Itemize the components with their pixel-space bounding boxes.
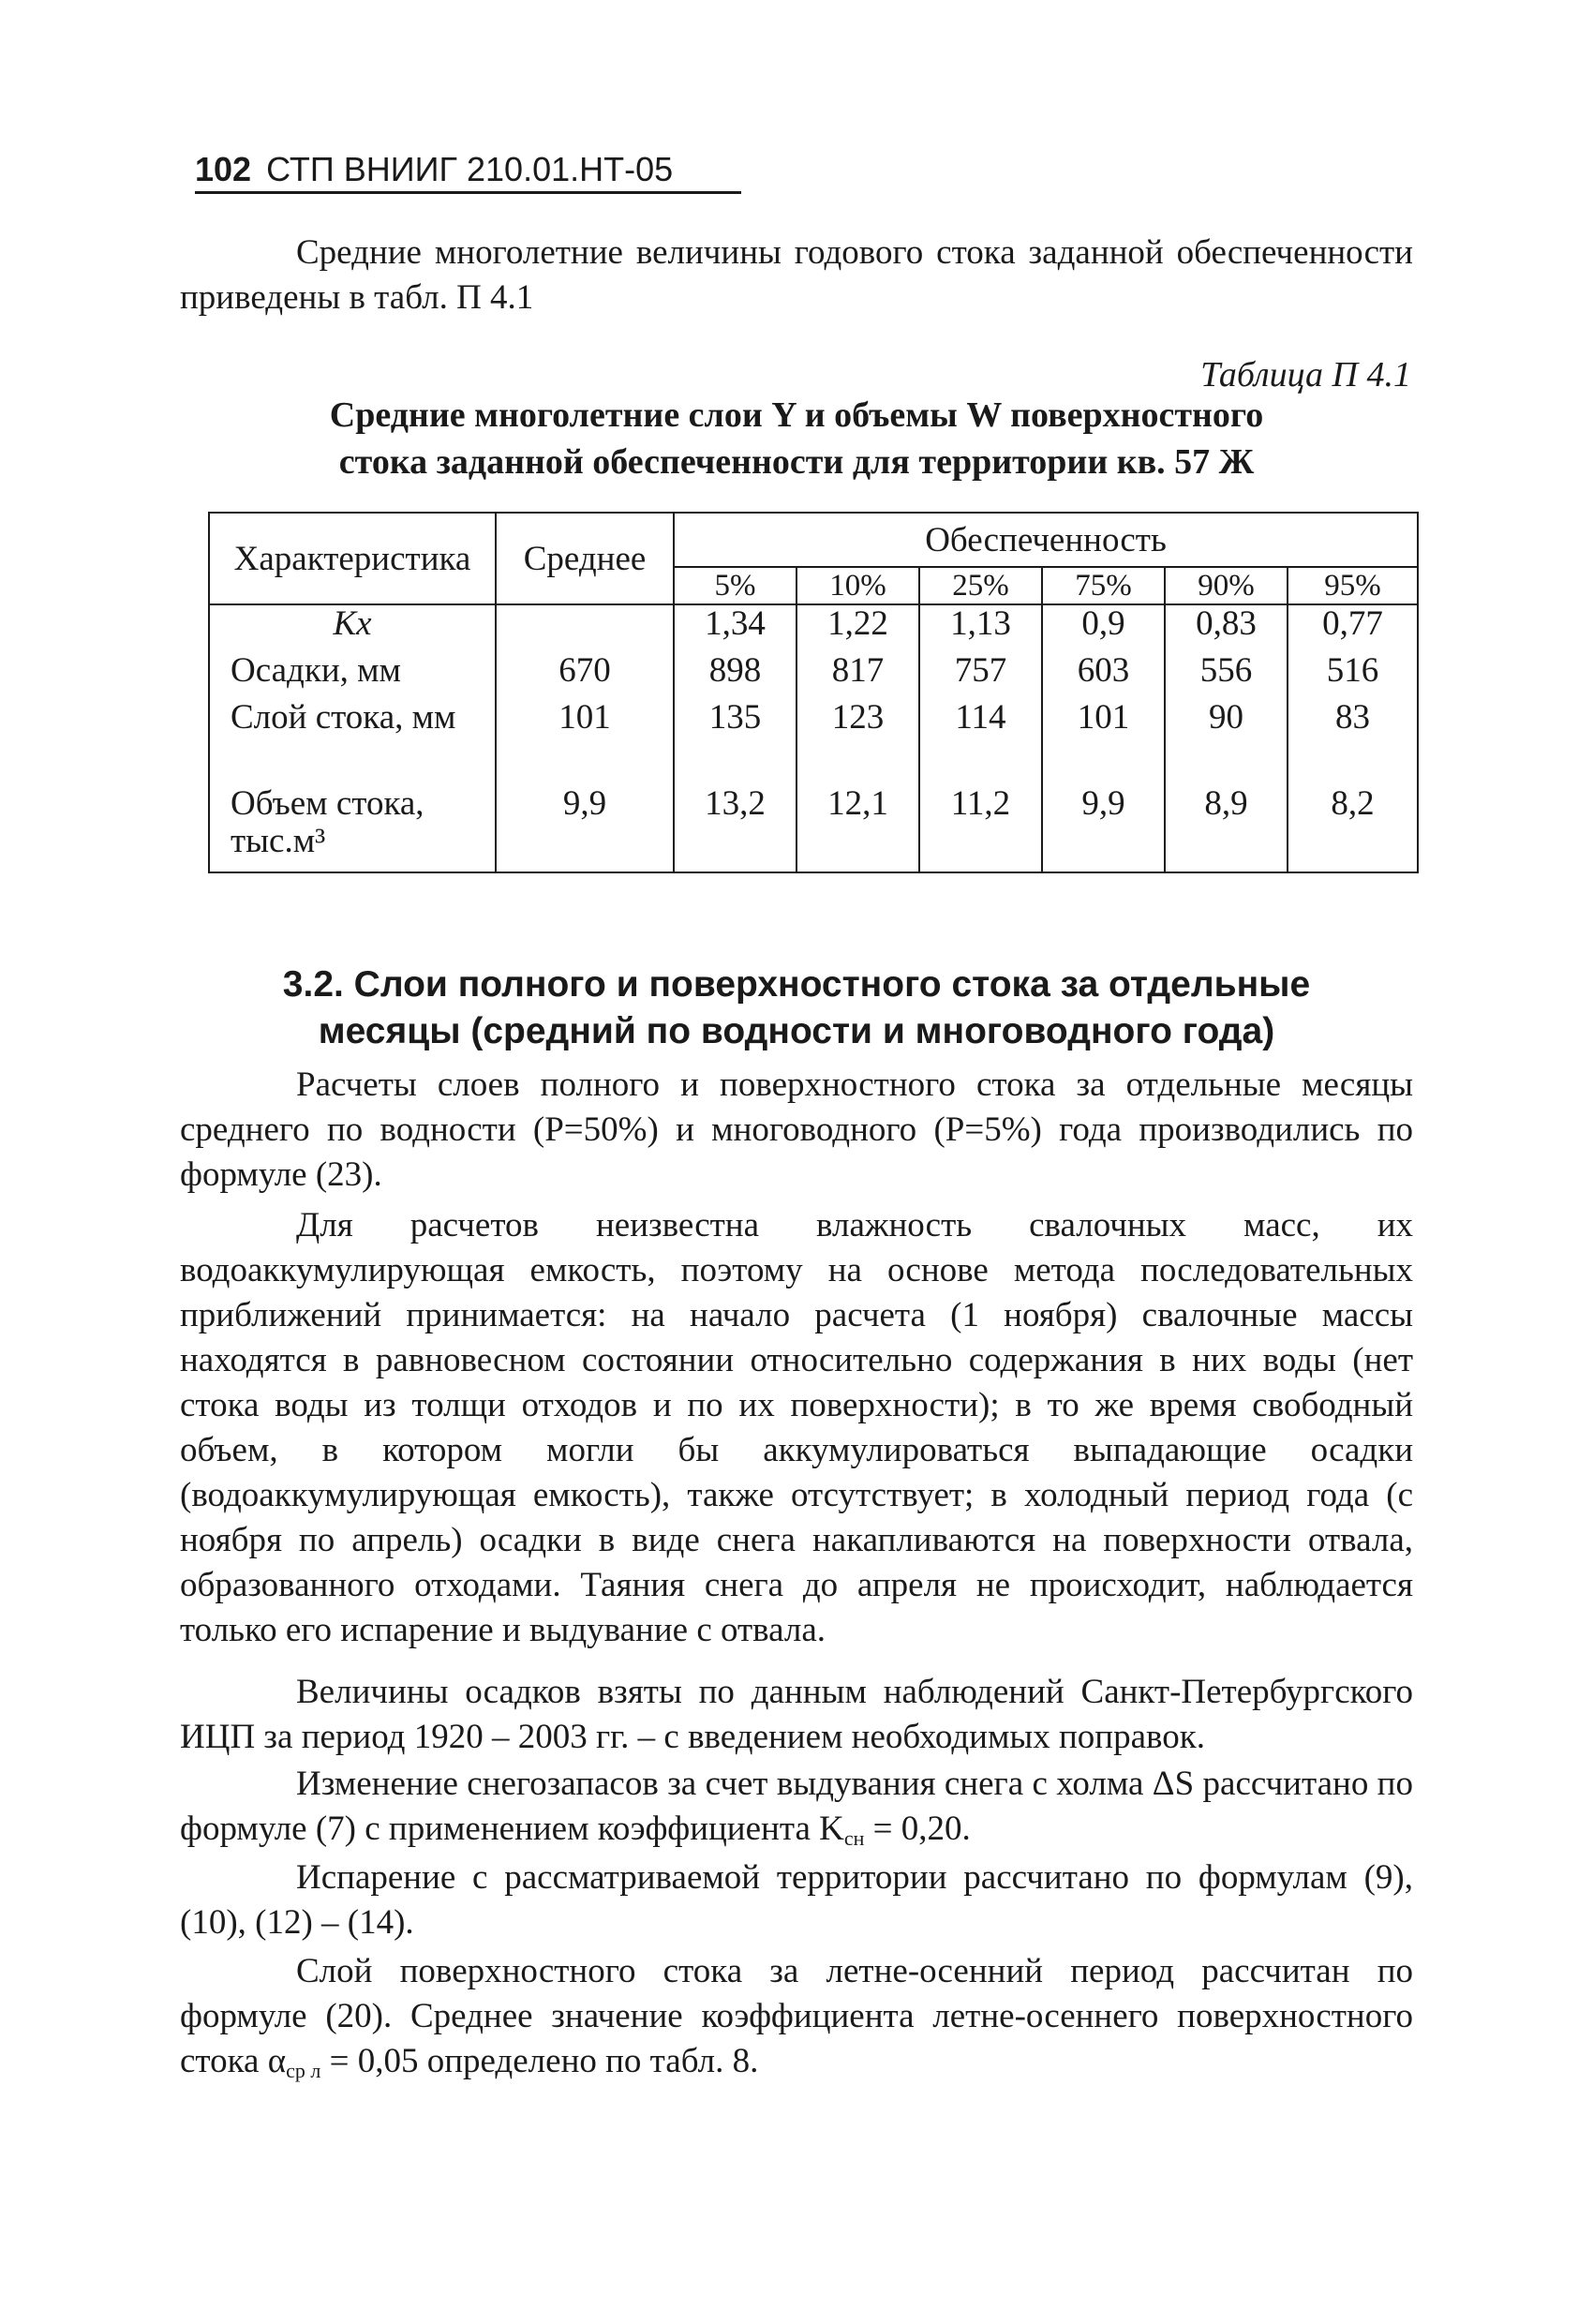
cell-value: 8,9	[1165, 785, 1288, 872]
cell-value: 83	[1288, 699, 1418, 785]
paragraph-1: Расчеты слоев полного и поверхностного стока за отдельные месяцы среднего по водности (P=50%) и многоводного (P=5%) года производились по формуле (23).	[180, 1065, 1413, 1194]
paragraph-6-text: Слой поверхностного стока за летне-осенний период рассчитан по формуле (20). Среднее значение коэффициента летне-осеннего поверхностного стока α	[180, 1952, 1413, 2080]
cell-value: 123	[796, 699, 919, 785]
header-p10: 10%	[796, 567, 919, 604]
cell-value: 11,2	[919, 785, 1042, 872]
row-name: Объем стока, тыс.м³	[209, 785, 496, 872]
paragraph-4	[180, 1762, 1413, 1861]
paragraph-4-text: Изменение снегозапасов за счет выдувания снега с холма ΔS рассчитано по формуле (7) с применением коэффициента K	[180, 1765, 1413, 1848]
table-title	[234, 392, 1359, 485]
header-probability: Обеспеченность	[674, 513, 1418, 567]
header-p90: 90%	[1165, 567, 1288, 604]
row-mean	[496, 604, 674, 652]
cell-value: 1,13	[919, 604, 1042, 652]
cell-value: 114	[919, 699, 1042, 785]
cell-value: 0,83	[1165, 604, 1288, 652]
table-row	[209, 699, 1418, 785]
running-header	[195, 150, 741, 194]
page-number: 102	[195, 150, 252, 188]
cell-value: 516	[1288, 652, 1418, 699]
header-p5: 5%	[674, 567, 796, 604]
table-row	[209, 604, 1418, 652]
cell-value: 0,9	[1042, 604, 1165, 652]
intro-paragraph: Средние многолетние величины годового стока заданной обеспеченности приведены в табл. П 4.1	[180, 233, 1413, 317]
runoff-table	[208, 512, 1419, 873]
section-heading	[234, 961, 1359, 1055]
cell-value: 13,2	[674, 785, 796, 872]
section-heading-line-1: 3.2. Слои полного и поверхностного стока за отдельные	[282, 964, 1311, 1005]
cell-value: 9,9	[1042, 785, 1165, 872]
cell-value: 0,77	[1288, 604, 1418, 652]
cell-value: 90	[1165, 699, 1288, 785]
row-mean: 101	[496, 699, 674, 785]
cell-value: 135	[674, 699, 796, 785]
row-mean: 9,9	[496, 785, 674, 872]
row-name: Kx	[209, 604, 496, 652]
cell-value: 757	[919, 652, 1042, 699]
header-p75: 75%	[1042, 567, 1165, 604]
cell-value: 12,1	[796, 785, 919, 872]
cell-value: 1,34	[674, 604, 796, 652]
table-row	[209, 652, 1418, 699]
cell-value: 817	[796, 652, 919, 699]
paragraph-4-tail: = 0,20.	[864, 1810, 971, 1848]
paragraph-5: Испарение с рассматриваемой территории рассчитано по формулам (9), (10), (12) – (14).	[180, 1858, 1413, 1942]
cell-value: 898	[674, 652, 796, 699]
row-name: Осадки, мм	[209, 652, 496, 699]
document-code: СТП ВНИИГ 210.01.НТ-05	[266, 150, 674, 188]
row-name: Слой стока, мм	[209, 699, 496, 785]
row-mean: 670	[496, 652, 674, 699]
paragraph-6-tail: = 0,05 определено по табл. 8.	[320, 2042, 759, 2080]
header-p95: 95%	[1288, 567, 1418, 604]
header-p25: 25%	[919, 567, 1042, 604]
table-row	[209, 785, 1418, 872]
cell-value: 101	[1042, 699, 1165, 785]
cell-value: 1,22	[796, 604, 919, 652]
table-label: Таблица П 4.1	[1200, 355, 1411, 395]
cell-value: 603	[1042, 652, 1165, 699]
table-title-line-2: стока заданной обеспеченности для территории кв. 57 Ж	[338, 442, 1255, 482]
cell-value: 8,2	[1288, 785, 1418, 872]
header-characteristic: Характеристика	[209, 513, 496, 604]
section-heading-line-2: месяцы (средний по водности и многоводного года)	[318, 1011, 1275, 1051]
paragraph-3: Величины осадков взяты по данным наблюдений Санкт-Петербургского ИЦП за период 1920 – 2003 гг. – с введением необходимых поправок.	[180, 1673, 1413, 1756]
paragraph-2: Для расчетов неизвестна влажность свалочных масс, их водоаккумулирующая емкость, поэтому на основе метода последовательных приближений принимается: на начало расчета (1 ноября) свалочные массы находятся в равновесном состоянии относительно содержания в них воды (нет стока воды из толщи отходов и по их поверхности); в то же время свободный объем, в котором могли бы аккумулироваться выпадающие осадки (водоаккумулирующая емкость), также отсутствует; в холодный период года (с ноября по апрель) осадки в виде снега накапливаются на поверхности отвала, образованного отходами. Таяния снега до апреля не происходит, наблюдается только его испарение и выдувание с отвала.	[180, 1206, 1413, 1649]
cell-value: 556	[1165, 652, 1288, 699]
paragraph-6	[180, 1949, 1413, 2093]
table-title-line-1: Средние многолетние слои Y и объемы W поверхностного	[329, 395, 1264, 435]
alpha-subscript: ср л	[286, 2059, 321, 2082]
coefficient-subscript: сн	[843, 1826, 865, 1850]
header-mean: Среднее	[496, 513, 674, 604]
